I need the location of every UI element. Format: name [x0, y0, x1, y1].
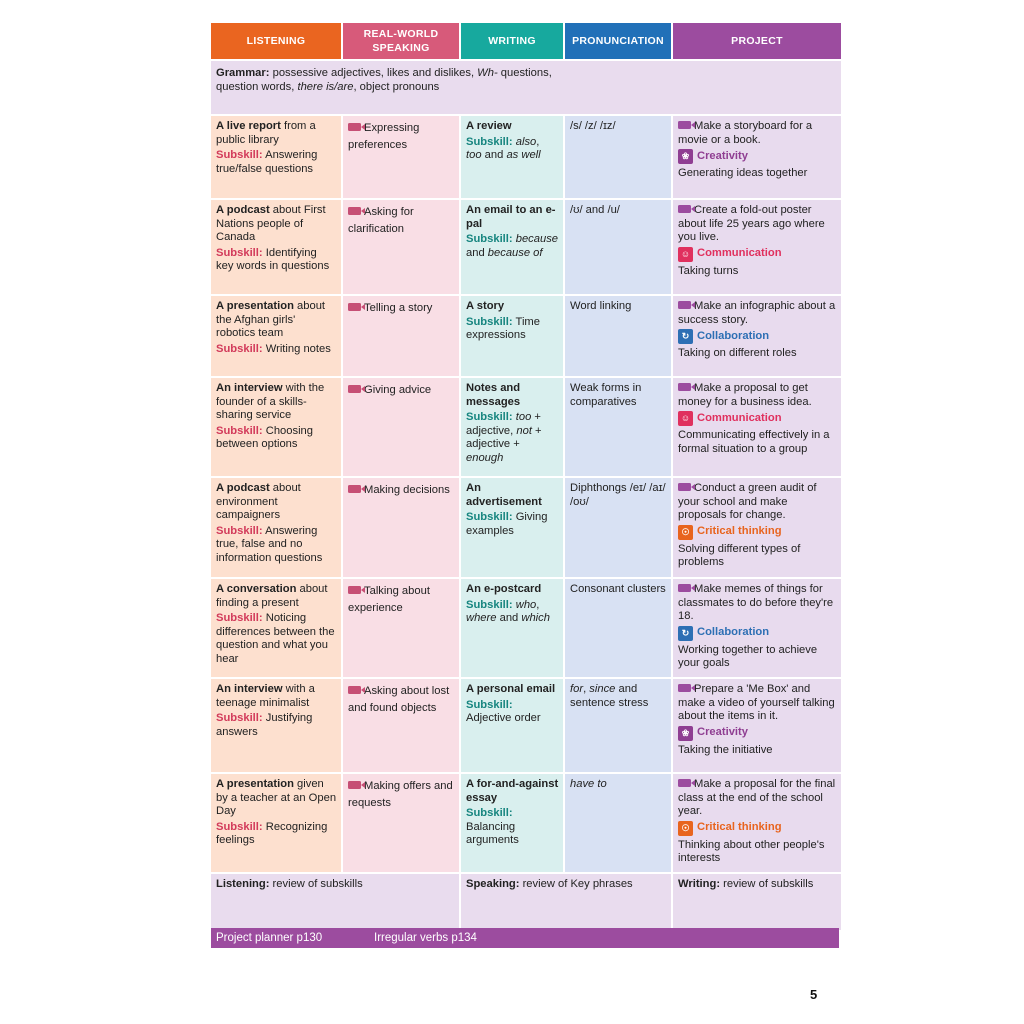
video-icon [678, 584, 691, 592]
listening-topic: about the Afghan girls' robotics team [216, 300, 326, 340]
listening-subskill [216, 612, 337, 666]
project-task-text: Make a proposal to get money for a business idea. [678, 382, 812, 408]
critical-thinking-icon: ☉ [678, 821, 693, 836]
collaboration-icon: ↻ [678, 329, 693, 344]
subskill-label: Subskill: [466, 807, 513, 820]
speaking-cell [343, 774, 459, 872]
writing-subskill [466, 136, 559, 163]
writing-subskill-part: , [536, 135, 540, 148]
video-icon [348, 385, 361, 393]
writing-subskill [466, 411, 559, 465]
listening-type: A conversation [216, 583, 297, 595]
speaking-text: Asking for clarification [348, 206, 414, 235]
pronunciation-cell [565, 378, 671, 476]
collaboration-icon: ↻ [678, 626, 693, 641]
writing-subskill-part: and [496, 612, 522, 625]
writing-title-text: An email to an e-pal [466, 204, 556, 230]
speaking-text: Telling a story [364, 302, 433, 314]
project-task [678, 778, 837, 819]
project-skill-desc-text: Thinking about other people's interests [678, 838, 825, 865]
listening-type: A presentation [216, 778, 294, 790]
writing-subskill-part: Adjective order [466, 712, 541, 725]
project-cell [673, 200, 841, 294]
writing-subskill [466, 807, 559, 848]
pronunciation-text: /ʊ/ and /u/ [570, 204, 620, 216]
writing-subskill-part: and [466, 246, 488, 259]
listening-topic: from a public library [216, 120, 316, 146]
writing-title-text: A personal email [466, 683, 556, 695]
subskill-label: Subskill: [216, 342, 263, 355]
pronunciation-text: Word linking [570, 300, 632, 312]
writing-subskill-part: + adjective + [466, 424, 542, 451]
subskill-text: Identifying key words in questions [216, 246, 330, 273]
skill-badge [678, 626, 837, 641]
video-icon [348, 207, 361, 215]
video-icon [678, 383, 691, 391]
project-task [678, 204, 837, 245]
writing-subskill-part: too [515, 411, 532, 424]
project-task-text: Make memes of things for classmates to do before they're 18. [678, 583, 834, 623]
skill-badge [678, 726, 837, 741]
project-task-text: Make an infographic about a success story. [678, 300, 836, 326]
speaking-text: Talking about experience [348, 585, 430, 614]
subskill-text: Justifying answers [216, 712, 313, 738]
writing-subskill-part: where [466, 612, 497, 625]
skill-badge [678, 247, 837, 262]
pronunciation-text: Diphthongs /eɪ/ /aɪ/ /oʊ/ [570, 482, 666, 508]
project-cell [673, 378, 841, 476]
subskill-label: Subskill: [466, 411, 513, 424]
review-cell [211, 874, 459, 930]
skill-badge [678, 525, 837, 540]
listening-type: A podcast [216, 204, 270, 216]
speaking-text: Asking about lost and found objects [348, 685, 450, 714]
writing-title [466, 204, 559, 231]
writing-cell [461, 478, 563, 577]
speaking-cell [343, 679, 459, 772]
listening-topic: about finding a present [216, 583, 328, 609]
writing-subskill-part: because of [487, 246, 543, 259]
review-cell [461, 874, 671, 930]
writing-title [466, 482, 559, 509]
listening-cell [211, 200, 341, 294]
subskill-text: Answering true/false questions [216, 149, 318, 175]
project-task [678, 300, 837, 327]
review-text: review of subskills [720, 878, 814, 890]
writing-subskill-part: which [521, 612, 550, 625]
skill-name: Collaboration [697, 626, 770, 639]
speaking-text: Making decisions [364, 484, 450, 496]
project-cell [673, 478, 841, 577]
pronunciation-text: Weak forms in comparatives [570, 382, 642, 408]
subskill-text: Answering true, false and no information questions [216, 524, 323, 564]
listening-topic: about First Nations people of Canada [216, 204, 326, 244]
project-task-text: Make a proposal for the final class at the end of the school year. [678, 778, 836, 818]
listening-cell [211, 478, 341, 577]
listening-topic: about environment campaigners [216, 482, 301, 522]
subskill-label: Subskill: [466, 598, 513, 611]
writing-subskill-part: Time expressions [466, 315, 540, 342]
project-skill-desc-text: Generating ideas together [678, 167, 808, 180]
project-skill-desc [678, 644, 837, 671]
header-listening: LISTENING [211, 23, 341, 59]
critical-thinking-icon: ☉ [678, 525, 693, 540]
grammar-text-2b: , object pronouns [353, 80, 440, 93]
pronunciation-text: and sentence stress [570, 683, 649, 709]
project-task-text: Prepare a 'Me Box' and make a video of yourself talking about the items in it. [678, 683, 835, 723]
listening-cell [211, 679, 341, 772]
grammar-text-1: possessive adjectives, likes and dislikes, [272, 67, 475, 79]
subskill-label: Subskill: [466, 135, 513, 148]
listening-subskill [216, 425, 337, 452]
listening-subskill [216, 149, 337, 176]
skill-name: Collaboration [697, 329, 770, 342]
writing-subskill-part: because [515, 233, 559, 246]
project-skill-desc-text: Taking the initiative [678, 743, 773, 756]
listening-subskill [216, 343, 337, 357]
listening-subskill [216, 247, 337, 274]
writing-subskill-part: , [536, 598, 540, 611]
subskill-text: Noticing differences between the question and what you hear [216, 612, 335, 665]
subskill-label: Subskill: [216, 149, 263, 162]
project-skill-desc [678, 543, 837, 570]
project-cell [673, 296, 841, 376]
subskill-text: Choosing between options [216, 424, 314, 451]
review-text: review of subskills [269, 878, 363, 890]
grammar-wh: Wh- [477, 67, 498, 79]
project-skill-desc [678, 429, 837, 456]
writing-title [466, 120, 559, 134]
header-writing: WRITING [461, 23, 563, 59]
writing-cell [461, 774, 563, 872]
skill-name: Critical thinking [697, 821, 782, 834]
skill-badge [678, 821, 837, 836]
video-icon [348, 485, 361, 493]
writing-cell [461, 200, 563, 294]
video-icon [348, 781, 361, 789]
syllabus-table [211, 23, 839, 930]
listening-subskill [216, 525, 337, 566]
project-skill-desc-text: Communicating effectively in a formal situation to a group [678, 429, 830, 455]
subskill-text: Writing notes [265, 342, 331, 355]
writing-title-text: Notes and messages [466, 382, 521, 408]
listening-topic: with the founder of a skills-sharing service [216, 382, 325, 422]
project-task-text: Make a storyboard for a movie or a book. [678, 120, 813, 146]
subskill-text: Recognizing feelings [216, 820, 328, 847]
project-skill-desc [678, 167, 837, 181]
project-task-text: Conduct a green audit of your school and make proposals for change. [678, 482, 817, 522]
skill-name: Critical thinking [697, 525, 782, 538]
speaking-cell [343, 296, 459, 376]
project-cell [673, 679, 841, 772]
writing-title-text: A for-and-against essay [466, 778, 559, 804]
listening-type: A live report [216, 120, 281, 132]
grammar-text-1b: questions, [500, 67, 552, 79]
pronunciation-cell [565, 774, 671, 872]
writing-subskill-part: not [516, 424, 532, 437]
video-icon [348, 123, 361, 131]
project-planner-link[interactable]: Project planner p130 [216, 932, 323, 944]
writing-subskill-part: as well [506, 149, 541, 162]
writing-subskill-part: Balancing arguments [466, 820, 519, 847]
creativity-icon: ❀ [678, 149, 693, 164]
project-task [678, 683, 837, 724]
skill-name: Creativity [697, 149, 748, 162]
project-task [678, 482, 837, 523]
review-label: Writing: [678, 878, 721, 890]
speaking-cell [343, 579, 459, 677]
writing-subskill-part: enough [466, 451, 504, 464]
writing-title-text: An advertisement [466, 482, 542, 508]
listening-text [216, 583, 337, 610]
speaking-cell [343, 478, 459, 577]
pronunciation-text: for [570, 683, 584, 695]
grammar-text-2: question words, [216, 80, 295, 93]
speaking-text: Expressing preferences [348, 122, 420, 151]
header-pronunciation: PRONUNCIATION [565, 23, 671, 59]
video-icon [678, 779, 691, 787]
creativity-icon: ❀ [678, 726, 693, 741]
writing-subskill-part: + adjective, [466, 411, 541, 437]
grammar-row [211, 61, 841, 114]
writing-title [466, 683, 559, 697]
review-label: Speaking: [466, 878, 520, 890]
writing-cell [461, 579, 563, 677]
pronunciation-cell [565, 579, 671, 677]
communication-icon: ☺ [678, 411, 693, 426]
listening-subskill [216, 712, 337, 739]
subskill-label: Subskill: [216, 246, 263, 259]
pronunciation-cell [565, 679, 671, 772]
listening-type: A podcast [216, 482, 270, 494]
review-label: Listening: [216, 878, 270, 890]
subskill-label: Subskill: [466, 233, 513, 246]
project-cell [673, 774, 841, 872]
video-icon [678, 301, 691, 309]
writing-title-text: An e-postcard [466, 583, 542, 595]
project-skill-desc-text: Solving different types of problems [678, 542, 801, 569]
video-icon [678, 684, 691, 692]
listening-text [216, 120, 337, 147]
listening-text [216, 482, 337, 523]
writing-title [466, 300, 559, 314]
subskill-label: Subskill: [216, 712, 263, 725]
page-number: 5 [810, 987, 818, 1002]
video-icon [678, 483, 691, 491]
listening-cell [211, 378, 341, 476]
listening-text [216, 778, 337, 819]
writing-subskill-part: and [481, 149, 507, 162]
project-skill-desc [678, 744, 837, 758]
review-text: review of Key phrases [519, 878, 633, 890]
footer-bar [211, 928, 839, 948]
pronunciation-cell [565, 478, 671, 577]
project-task [678, 583, 837, 624]
subskill-label: Subskill: [466, 315, 513, 328]
listening-topic: given by a teacher at an Open Day [216, 778, 337, 818]
project-task [678, 382, 837, 409]
pronunciation-text: have to [570, 778, 607, 790]
speaking-text: Giving advice [364, 384, 432, 396]
pronunciation-text: /s/ /z/ /ɪz/ [570, 120, 616, 132]
writing-title [466, 382, 559, 409]
skill-name: Communication [697, 411, 782, 424]
writing-subskill-part: too [466, 149, 482, 162]
video-icon [348, 586, 361, 594]
writing-title [466, 778, 559, 805]
subskill-label: Subskill: [466, 511, 513, 524]
writing-title-text: A story [466, 300, 505, 312]
listening-cell [211, 774, 341, 872]
writing-subskill [466, 511, 559, 538]
project-task [678, 120, 837, 147]
listening-type: An interview [216, 683, 283, 695]
writing-subskill [466, 699, 559, 726]
listening-subskill [216, 821, 337, 848]
writing-subskill-part: also [515, 135, 537, 148]
writing-cell [461, 116, 563, 198]
listening-cell [211, 296, 341, 376]
subskill-label: Subskill: [216, 424, 263, 437]
speaking-cell [343, 378, 459, 476]
review-cell [673, 874, 841, 930]
project-skill-desc [678, 839, 837, 866]
listening-cell [211, 579, 341, 677]
skill-badge [678, 149, 837, 164]
listening-text [216, 382, 337, 423]
subskill-label: Subskill: [466, 698, 513, 711]
grammar-label: Grammar: [216, 67, 270, 79]
subskill-label: Subskill: [216, 820, 263, 833]
header-real-world-speaking: REAL-WORLD SPEAKING [343, 23, 459, 59]
writing-title-text: A review [466, 120, 512, 132]
video-icon [678, 121, 691, 129]
listening-text [216, 300, 337, 341]
pronunciation-text: since [589, 683, 616, 695]
grammar-there: there is/are [297, 80, 354, 93]
video-icon [348, 686, 361, 694]
project-skill-desc-text: Working together to achieve your goals [678, 643, 818, 670]
skill-badge [678, 411, 837, 426]
project-cell [673, 579, 841, 677]
listening-text [216, 683, 337, 710]
writing-cell [461, 296, 563, 376]
video-icon [678, 205, 691, 213]
speaking-text: Making offers and requests [348, 780, 453, 809]
skill-name: Communication [697, 247, 782, 260]
writing-subskill-part: Giving examples [466, 511, 548, 537]
project-task-text: Create a fold-out poster about life 25 years ago where you live. [678, 204, 825, 244]
speaking-cell [343, 200, 459, 294]
writing-cell [461, 378, 563, 476]
communication-icon: ☺ [678, 247, 693, 262]
writing-cell [461, 679, 563, 772]
subskill-label: Subskill: [216, 524, 263, 537]
header-project: PROJECT [673, 23, 841, 59]
writing-subskill [466, 599, 559, 626]
skill-badge [678, 329, 837, 344]
listening-type: An interview [216, 382, 283, 394]
writing-title [466, 583, 559, 597]
project-skill-desc-text: Taking on different roles [678, 347, 797, 360]
listening-text [216, 204, 337, 245]
writing-subskill [466, 233, 559, 260]
writing-subskill [466, 316, 559, 343]
listening-topic: with a teenage minimalist [216, 683, 315, 709]
pronunciation-cell [565, 200, 671, 294]
project-cell [673, 116, 841, 198]
pronunciation-cell [565, 116, 671, 198]
listening-cell [211, 116, 341, 198]
video-icon [348, 303, 361, 311]
skill-name: Creativity [697, 726, 748, 739]
pronunciation-text: Consonant clusters [570, 583, 666, 595]
subskill-label: Subskill: [216, 612, 263, 625]
project-skill-desc [678, 265, 837, 279]
project-skill-desc [678, 347, 837, 361]
speaking-cell [343, 116, 459, 198]
listening-type: A presentation [216, 300, 294, 312]
pronunciation-cell [565, 296, 671, 376]
irregular-verbs-link[interactable]: Irregular verbs p134 [374, 932, 477, 944]
pronunciation-text: , [583, 683, 590, 695]
writing-subskill-part: who [515, 598, 537, 611]
project-skill-desc-text: Taking turns [678, 264, 739, 277]
